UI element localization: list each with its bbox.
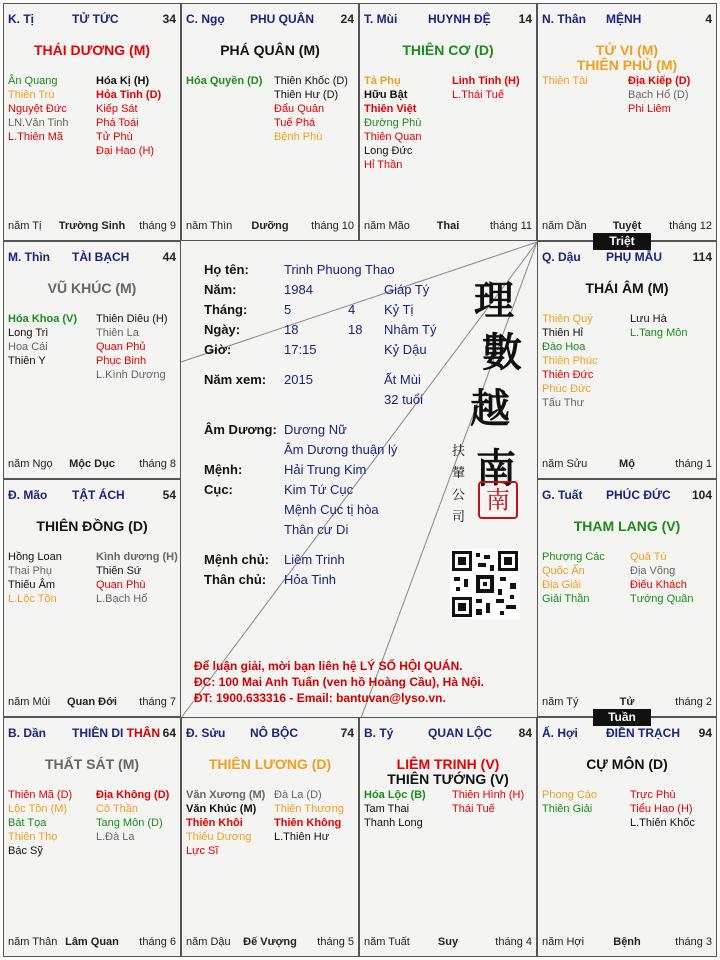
minor-star: Hữu Bật (364, 89, 408, 101)
minor-star: Lưu Hà (630, 313, 667, 325)
minor-star: Long Trì (8, 327, 49, 339)
main-star: THẤT SÁT (M) (44, 756, 140, 772)
minor-star: Văn Khúc (M) (186, 803, 257, 815)
minor-star: Thanh Long (364, 817, 423, 829)
minor-star: Kình dương (H) (96, 551, 178, 563)
minor-stars-right (452, 74, 520, 102)
palace-than (537, 3, 717, 241)
palace-month: tháng 1 (675, 458, 712, 470)
minor-star: Bác Sỹ (8, 845, 43, 857)
palace-name: TỬ TỨC (72, 12, 119, 26)
palace-footer (8, 936, 176, 950)
cuc-1: Kim Tứ Cục (284, 482, 354, 497)
minor-stars-right (274, 788, 344, 844)
minor-stars-right (628, 74, 690, 116)
minor-star: Tấu Thư (542, 397, 585, 409)
contact-line-1: Để luận giải, mời bạn liên hệ LÝ SỐ HỘI QUÁN. (194, 659, 463, 673)
minor-star: Ân Quang (8, 75, 58, 87)
nam-value: 1984 (284, 282, 313, 297)
palace-month: tháng 8 (139, 458, 176, 470)
palace-year: năm Sửu (542, 458, 588, 470)
minor-star: Điếu Khách (630, 579, 687, 591)
gio-can: Kỷ Dậu (384, 342, 427, 357)
minor-star: Hồng Loan (8, 551, 62, 563)
palace-ngo (181, 3, 359, 241)
minor-star: Phục Binh (96, 355, 147, 367)
minor-star: L.Thiên Khốc (630, 817, 695, 829)
palace-month: tháng 7 (139, 696, 176, 708)
palace-position: Ấ. Hợi (542, 726, 578, 740)
minor-star: Địa Không (D) (96, 789, 170, 801)
minor-star: Thiên Diêu (H) (96, 313, 168, 325)
main-star: THÁI ÂM (M) (585, 280, 669, 296)
palace-name: TÀI BẠCH (72, 250, 130, 264)
minor-star: Địa Kiếp (D) (628, 75, 691, 87)
palace-year: năm Tị (8, 220, 42, 232)
minor-star: Quan Phù (96, 579, 146, 591)
palace-stage: Suy (437, 936, 459, 948)
minor-stars-left (8, 788, 72, 858)
ngay-am: 18 (348, 322, 363, 337)
minor-star: LN.Văn Tinh (8, 117, 69, 129)
minor-stars-right (630, 312, 687, 340)
palace-position: B. Tý (364, 726, 394, 740)
minor-star: Long Đức (364, 145, 413, 157)
minor-star: Phúc Đức (542, 383, 591, 395)
minor-star: L.Lộc Tồn (8, 593, 57, 605)
minor-star: Thiên Quý (542, 313, 593, 325)
palace-year: năm Thìn (186, 220, 233, 232)
palace-tuat (537, 479, 717, 717)
palace-year: năm Hợi (542, 936, 585, 948)
palace-number: 44 (162, 250, 176, 264)
main-star: THIÊN PHỦ (M) (576, 57, 678, 73)
minor-star: Trực Phù (630, 789, 676, 801)
minor-star: Thiên Sứ (96, 565, 142, 577)
minor-star: Tả Phụ (364, 75, 401, 87)
palace-header (8, 488, 176, 502)
minor-stars-left (542, 74, 588, 88)
palace-number: 64 (162, 726, 176, 740)
palace-year: năm Dậu (186, 936, 231, 948)
contact-line-3: ĐT: 1900.633316 - Email: bantuvan@lyso.vn. (194, 691, 446, 705)
ngay-label: Ngày: (204, 322, 241, 337)
minor-star: Thiên Khôi (186, 817, 243, 829)
main-star: LIÊM TRINH (V) (396, 756, 500, 772)
minor-star: Đà La (D) (274, 789, 322, 801)
palace-year: năm Dần (542, 220, 587, 232)
palace-stage: Dưỡng (251, 220, 289, 232)
minor-star: L.Thiên Mã (8, 131, 64, 143)
palace-mao (3, 479, 181, 717)
minor-star: L.Đà La (96, 831, 135, 843)
palace-month: tháng 3 (675, 936, 712, 948)
minor-star: Thiên Đức (542, 369, 594, 381)
palace-suu (181, 717, 359, 957)
nam-xem-can: Ất Mùi (384, 372, 421, 387)
palace-number: 94 (698, 726, 712, 740)
palace-header (542, 488, 712, 502)
minor-star: Quan Phủ (96, 341, 146, 353)
palace-name: QUAN LỘC (428, 726, 492, 740)
minor-star: Hóa Khoa (V) (8, 313, 78, 325)
palace-footer (364, 220, 532, 234)
nam-xem-value: 2015 (284, 372, 313, 387)
thang-value: 5 (284, 302, 292, 317)
menh-chu-value: Liêm Trinh (284, 552, 345, 567)
ngay-can: Nhâm Tý (384, 322, 437, 337)
minor-star: Phong Cáo (542, 789, 598, 801)
minor-star: Cô Thần (96, 803, 138, 815)
palace-position: C. Ngọ (186, 12, 225, 26)
minor-star: Bát Tọa (8, 817, 47, 829)
minor-star: Văn Xương (M) (186, 789, 266, 801)
ho-ten-label: Họ tên: (204, 262, 249, 277)
gio-label: Giờ: (204, 342, 232, 357)
minor-stars-right (630, 788, 695, 830)
minor-star: Thiên Hư (D) (274, 89, 339, 101)
palace-position: T. Mùi (364, 12, 398, 26)
palace-header (186, 12, 354, 26)
minor-stars-left (186, 74, 262, 88)
palace-footer (8, 696, 176, 710)
palace-header (364, 12, 532, 26)
minor-star: Thai Phụ (8, 565, 53, 577)
minor-stars-right (630, 550, 694, 606)
palace-name: PHỤ MẪU (606, 250, 662, 264)
than-chu-value: Hỏa Tinh (284, 572, 337, 587)
minor-star: Thiên Tài (542, 75, 588, 87)
main-star: PHÁ QUÂN (M) (220, 42, 320, 58)
palace-year: năm Mão (364, 220, 410, 232)
palace-position: B. Dần (8, 726, 47, 740)
palace-footer (186, 220, 354, 234)
palace-header (186, 726, 354, 740)
main-star: THIÊN TƯỚNG (V) (387, 771, 509, 787)
palace-year: năm Tuất (364, 936, 410, 948)
seal-stamp: 南 (478, 481, 518, 519)
minor-star: L.Tang Môn (630, 327, 688, 339)
minor-stars-left (542, 788, 597, 816)
palace-stage: Đế Vượng (243, 936, 297, 948)
palace-name: ĐIỀN TRẠCH (606, 726, 680, 740)
minor-star: Hóa Kị (H) (96, 75, 150, 87)
qr-code-icon[interactable] (450, 549, 520, 619)
palace-name: PHÚC ĐỨC (606, 488, 671, 502)
minor-star: Phi Liêm (628, 103, 671, 115)
minor-star: Phá Toái (96, 117, 139, 129)
ho-ten-value: Trinh Phuong Thao (284, 262, 395, 277)
minor-star: Thiên Thọ (8, 831, 58, 843)
minor-stars-right (96, 788, 169, 844)
minor-star: Tuế Phá (274, 117, 316, 129)
palace-name: NÔ BỘC (250, 726, 298, 740)
palace-footer (8, 220, 176, 234)
contact-line-2: ĐC: 100 Mai Anh Tuấn (ven hồ Hoàng Cầu), Hà Nội. (194, 675, 485, 689)
minor-star: Kiếp Sát (96, 103, 138, 115)
minor-star: Tử Phù (96, 131, 133, 143)
cuc-2: Mệnh Cục tị hòa (284, 502, 379, 517)
menh-label: Mệnh: (204, 462, 243, 477)
palace-stage: Mộc Dục (69, 458, 115, 470)
palace-dau (537, 241, 717, 479)
thang-label: Tháng: (204, 302, 248, 317)
main-star: THÁI DƯƠNG (M) (33, 42, 151, 58)
am-duong-2: Âm Dương thuận lý (284, 442, 398, 457)
minor-star: Lộc Tồn (M) (8, 803, 68, 815)
palace-stage: Thai (436, 220, 460, 232)
minor-star: L.Kình Dương (96, 369, 166, 381)
minor-stars-left (8, 74, 69, 144)
palace-stage: Trường Sinh (58, 220, 126, 232)
palace-month: tháng 9 (139, 220, 176, 232)
minor-star: Tiểu Hao (H) (630, 803, 693, 815)
minor-stars-left (8, 312, 77, 368)
palace-stage: Lâm Quan (65, 936, 119, 948)
minor-star: Thiên Hình (H) (452, 789, 525, 801)
main-star: TỬ VI (M) (595, 42, 659, 58)
palace-month: tháng 12 (669, 220, 712, 232)
main-star: THIÊN LƯƠNG (D) (208, 756, 332, 772)
palace-stage: Tử (619, 696, 635, 708)
palace-footer (542, 936, 712, 950)
palace-stage: Quan Đới (67, 696, 117, 708)
triet-badge: Triệt (593, 233, 651, 250)
center-info-panel (180, 241, 536, 717)
brand-char-2: 數 (482, 329, 522, 376)
nam-can: Giáp Tý (384, 282, 430, 297)
minor-star: Đào Hoa (542, 341, 586, 353)
palace-footer (542, 696, 712, 710)
ngay-value: 18 (284, 322, 299, 337)
palace-dan (3, 717, 181, 957)
minor-stars-left (8, 550, 62, 606)
brand-char-1: 理 (474, 277, 514, 324)
minor-stars-left (542, 312, 598, 410)
palace-number: 24 (340, 12, 354, 26)
palace-name: PHU QUÂN (250, 12, 315, 26)
palace-footer (364, 936, 532, 950)
minor-star: Linh Tinh (H) (452, 75, 520, 87)
palace-footer (8, 458, 176, 472)
minor-star: Thái Tuế (452, 803, 495, 815)
tuan-badge: Tuần (593, 709, 651, 726)
minor-star: Tang Môn (D) (96, 817, 163, 829)
am-duong-1: Dương Nữ (284, 422, 347, 437)
palace-position: G. Tuất (542, 488, 583, 502)
minor-star: Lực Sĩ (186, 845, 219, 857)
minor-star: Thiên Không (274, 817, 342, 829)
palace-year: năm Thân (8, 936, 58, 948)
palace-number: 54 (162, 488, 176, 502)
gio-value: 17:15 (284, 342, 317, 357)
minor-stars-left (542, 550, 605, 606)
palace-month: tháng 2 (675, 696, 712, 708)
palace-position: K. Tị (8, 12, 34, 26)
palace-number: 14 (518, 12, 532, 26)
palace-footer (186, 936, 354, 950)
palace-year: năm Ngọ (8, 458, 53, 470)
palace-ty (359, 717, 537, 957)
palace-position: Đ. Sửu (186, 726, 226, 740)
minor-stars-left (364, 74, 421, 172)
main-star: THAM LANG (V) (573, 518, 681, 534)
minor-stars-right (96, 74, 161, 158)
palace-name: THIÊN DI (72, 726, 124, 740)
minor-star: Thiếu Dương (186, 831, 252, 843)
tuoi: 32 tuổi (384, 392, 424, 407)
palace-position: M. Thìn (8, 250, 50, 264)
palace-footer (542, 458, 712, 472)
minor-star: Thiếu Âm (8, 579, 56, 591)
minor-star: Địa Giải (542, 579, 582, 591)
minor-star: Thiên La (96, 327, 139, 339)
brand-char-4: 南 (476, 445, 516, 492)
menh-chu-label: Mệnh chủ: (204, 552, 269, 567)
palace-name: MỆNH (606, 12, 642, 26)
thang-am: 4 (348, 302, 356, 317)
palace-header (542, 726, 712, 740)
palace-number: 84 (518, 726, 532, 740)
minor-star: Bạch Hổ (D) (628, 89, 689, 101)
minor-star: Thiên Quan (364, 131, 422, 143)
minor-star: Giải Thần (542, 593, 590, 605)
palace-month: tháng 6 (139, 936, 176, 948)
minor-star: Thiên Khốc (D) (274, 75, 348, 87)
palace-name: HUYNH ĐỆ (428, 12, 491, 26)
palace-month: tháng 10 (311, 220, 354, 232)
palace-header (542, 12, 712, 26)
minor-star: Phượng Các (542, 551, 605, 563)
cuc-3: Thân cư Di (284, 522, 349, 537)
minor-star: Thiên Giải (542, 803, 593, 815)
palace-number: 4 (705, 12, 712, 26)
thang-can: Kỷ Tị (384, 302, 414, 317)
palace-stage: Mộ (619, 458, 635, 470)
palace-month: tháng 4 (495, 936, 532, 948)
palace-ti (3, 3, 181, 241)
minor-star: L.Bạch Hổ (96, 593, 148, 605)
main-star: CỰ MÔN (D) (586, 756, 668, 772)
palace-mui (359, 3, 537, 241)
main-star: THIÊN ĐỒNG (D) (36, 518, 148, 534)
minor-star: Địa Võng (630, 565, 676, 577)
palace-position: Đ. Mão (8, 488, 48, 502)
minor-star: Nguyệt Đức (8, 103, 67, 115)
palace-thin (3, 241, 181, 479)
minor-star: Tướng Quân (630, 593, 694, 605)
palace-header (8, 250, 176, 264)
nam-xem-label: Năm xem: (204, 372, 267, 387)
palace-number: 74 (340, 726, 354, 740)
palace-footer (542, 220, 712, 234)
minor-star: Thiên Y (8, 355, 46, 367)
main-star: VŨ KHÚC (M) (47, 280, 137, 296)
palace-stage: Bệnh (613, 936, 641, 948)
palace-header (542, 250, 712, 264)
minor-star: Hỉ Thần (364, 159, 403, 171)
nam-label: Năm: (204, 282, 237, 297)
palace-header (364, 726, 532, 740)
than-chu-label: Thân chủ: (204, 572, 267, 587)
minor-stars-right (274, 74, 348, 144)
minor-star: Tam Thai (364, 803, 410, 815)
minor-stars-right (96, 312, 168, 382)
cuc-label: Cục: (204, 482, 233, 497)
minor-stars-right (452, 788, 524, 816)
minor-star: Quốc Ấn (542, 565, 585, 577)
minor-star: L.Thiên Hư (274, 831, 330, 843)
main-star: THIÊN CƠ (D) (402, 42, 494, 58)
minor-star: Hỏa Tinh (D) (96, 89, 162, 101)
minor-star: Thiên Trù (8, 89, 55, 101)
minor-star: Đại Hao (H) (96, 145, 155, 157)
palace-year: năm Mùi (8, 696, 51, 708)
minor-stars-right (96, 550, 178, 606)
minor-star: Thiên Hỉ (542, 327, 583, 339)
minor-star: Thiên Mã (D) (8, 789, 73, 801)
palace-position: Q. Dậu (542, 250, 581, 264)
palace-number: 114 (692, 250, 712, 264)
am-duong-label: Âm Dương: (204, 422, 277, 437)
palace-header (8, 12, 176, 26)
minor-star: Thiên Phúc (542, 355, 598, 367)
minor-star: Bệnh Phù (274, 131, 323, 143)
minor-star: Hóa Lộc (B) (364, 789, 426, 801)
palace-header (8, 726, 176, 740)
minor-star: Thiên Thương (274, 803, 345, 815)
minor-stars-left (364, 788, 426, 830)
minor-star: Quả Tú (630, 551, 667, 563)
palace-month: tháng 5 (317, 936, 354, 948)
palace-number: 34 (162, 12, 176, 26)
palace-number: 104 (691, 488, 712, 502)
palace-hoi (537, 717, 717, 957)
minor-star: Đường Phù (364, 117, 422, 129)
minor-star: Thiên Việt (364, 103, 417, 115)
minor-star: Đẩu Quân (274, 103, 325, 115)
palace-position: N. Thân (542, 12, 586, 26)
minor-stars-left (186, 788, 265, 858)
palace-month: tháng 11 (489, 220, 532, 232)
minor-star: Hóa Quyền (D) (186, 75, 263, 87)
palace-stage: Tuyệt (612, 220, 642, 232)
menh-value: Hải Trung Kim (284, 462, 367, 477)
minor-star: L.Thái Tuế (452, 89, 504, 101)
than-marker: THÂN (126, 726, 160, 740)
brand-char-3: 越 (470, 385, 510, 432)
palace-year: năm Tý (542, 696, 579, 708)
palace-name: TẬT ÁCH (72, 488, 125, 502)
minor-star: Hoa Cái (8, 341, 48, 353)
brand-small: 扶 輦 公 司 (452, 444, 466, 525)
